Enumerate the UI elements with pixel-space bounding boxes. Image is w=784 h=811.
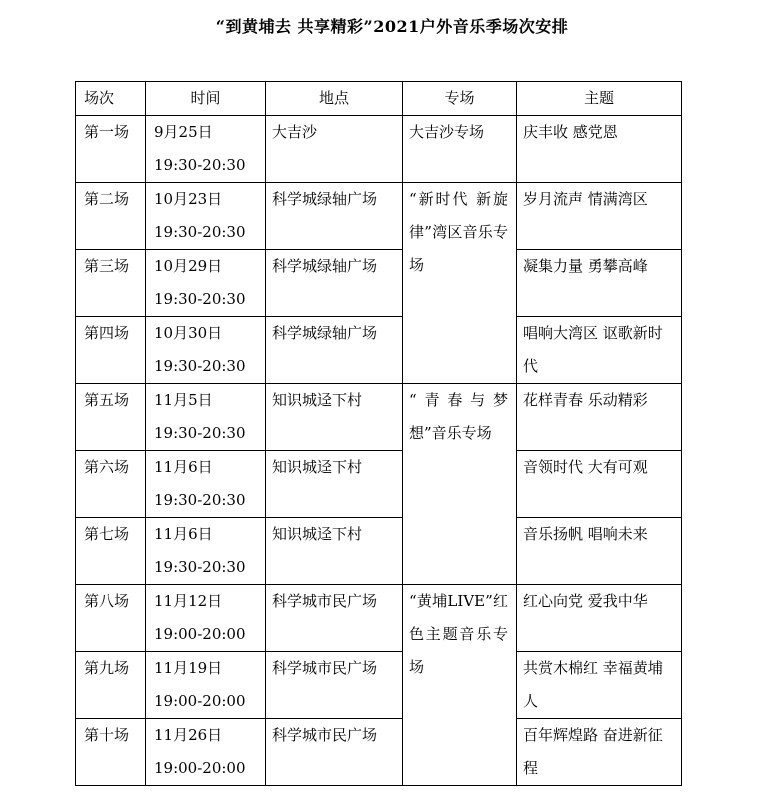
- time-text: 19:00-20:00: [154, 625, 246, 643]
- table-header-row: [76, 82, 682, 116]
- date-text: 11月5日: [154, 391, 213, 409]
- venue-cell: 科学城绿轴广场: [266, 183, 403, 250]
- table-row: [76, 250, 682, 317]
- special-cell: “黄埔LIVE”红色主题音乐专场: [403, 585, 517, 786]
- special-cell: “青春与梦想”音乐专场: [403, 384, 517, 585]
- time-text: 19:00-20:00: [154, 759, 246, 777]
- table-row: [76, 451, 682, 518]
- theme-cell: 唱响大湾区 讴歌新时代: [517, 317, 682, 384]
- seq-cell: 第二场: [76, 183, 146, 250]
- time-text: 19:30-20:30: [154, 424, 246, 442]
- theme-cell: 花样青春 乐动精彩: [517, 384, 682, 451]
- time-cell: [146, 585, 266, 652]
- date-text: 10月23日: [154, 190, 223, 208]
- time-cell: [146, 317, 266, 384]
- time-cell: [146, 116, 266, 183]
- table-row: [76, 518, 682, 585]
- seq-cell: 第七场: [76, 518, 146, 585]
- time-cell: [146, 183, 266, 250]
- column-header-time: 时间: [146, 82, 266, 116]
- table-row: [76, 116, 682, 183]
- theme-cell: 庆丰收 感党恩: [517, 116, 682, 183]
- page-title: “到黄埔去 共享精彩”2021户外音乐季场次安排: [215, 17, 569, 36]
- special-cell: 大吉沙专场: [403, 116, 517, 183]
- time-cell: [146, 250, 266, 317]
- time-text: 19:30-20:30: [154, 223, 246, 241]
- column-header-venue: 地点: [266, 82, 403, 116]
- table-row: [76, 585, 682, 652]
- seq-cell: 第十场: [76, 719, 146, 786]
- theme-cell: 岁月流声 情满湾区: [517, 183, 682, 250]
- venue-cell: 知识城迳下村: [266, 518, 403, 585]
- seq-cell: 第三场: [76, 250, 146, 317]
- time-cell: [146, 518, 266, 585]
- date-text: 11月6日: [154, 458, 213, 476]
- time-cell: [146, 384, 266, 451]
- column-header-special: 专场: [403, 82, 517, 116]
- date-text: 9月25日: [154, 123, 213, 141]
- seq-cell: 第六场: [76, 451, 146, 518]
- theme-cell: 凝集力量 勇攀高峰: [517, 250, 682, 317]
- theme-cell: 共赏木棉红 幸福黄埔人: [517, 652, 682, 719]
- time-text: 19:30-20:30: [154, 558, 246, 576]
- time-text: 19:30-20:30: [154, 357, 246, 375]
- time-text: 19:30-20:30: [154, 156, 246, 174]
- table-row: [76, 183, 682, 250]
- venue-cell: 科学城市民广场: [266, 585, 403, 652]
- date-text: 11月12日: [154, 592, 223, 610]
- column-header-seq: 场次: [76, 82, 146, 116]
- schedule-table: [75, 81, 682, 786]
- venue-cell: 大吉沙: [266, 116, 403, 183]
- special-cell: “新时代 新旋律”湾区音乐专场: [403, 183, 517, 384]
- venue-cell: 科学城绿轴广场: [266, 317, 403, 384]
- theme-cell: 百年辉煌路 奋进新征程: [517, 719, 682, 786]
- time-text: 19:30-20:30: [154, 290, 246, 308]
- date-text: 10月29日: [154, 257, 223, 275]
- theme-cell: 音乐扬帆 唱响未来: [517, 518, 682, 585]
- date-text: 11月19日: [154, 659, 223, 677]
- time-text: 19:30-20:30: [154, 491, 246, 509]
- table-row: [76, 317, 682, 384]
- venue-cell: 知识城迳下村: [266, 384, 403, 451]
- venue-cell: 科学城市民广场: [266, 719, 403, 786]
- table-row: [76, 652, 682, 719]
- venue-cell: 科学城绿轴广场: [266, 250, 403, 317]
- table-row: [76, 719, 682, 786]
- seq-cell: 第四场: [76, 317, 146, 384]
- date-text: 10月30日: [154, 324, 223, 342]
- date-text: 11月6日: [154, 525, 213, 543]
- theme-cell: 红心向党 爱我中华: [517, 585, 682, 652]
- theme-cell: 音领时代 大有可观: [517, 451, 682, 518]
- venue-cell: 科学城市民广场: [266, 652, 403, 719]
- time-text: 19:00-20:00: [154, 692, 246, 710]
- table-row: [76, 384, 682, 451]
- column-header-theme: 主题: [517, 82, 682, 116]
- date-text: 11月26日: [154, 726, 223, 744]
- venue-cell: 知识城迳下村: [266, 451, 403, 518]
- seq-cell: 第八场: [76, 585, 146, 652]
- seq-cell: 第五场: [76, 384, 146, 451]
- seq-cell: 第一场: [76, 116, 146, 183]
- time-cell: [146, 652, 266, 719]
- time-cell: [146, 719, 266, 786]
- time-cell: [146, 451, 266, 518]
- seq-cell: 第九场: [76, 652, 146, 719]
